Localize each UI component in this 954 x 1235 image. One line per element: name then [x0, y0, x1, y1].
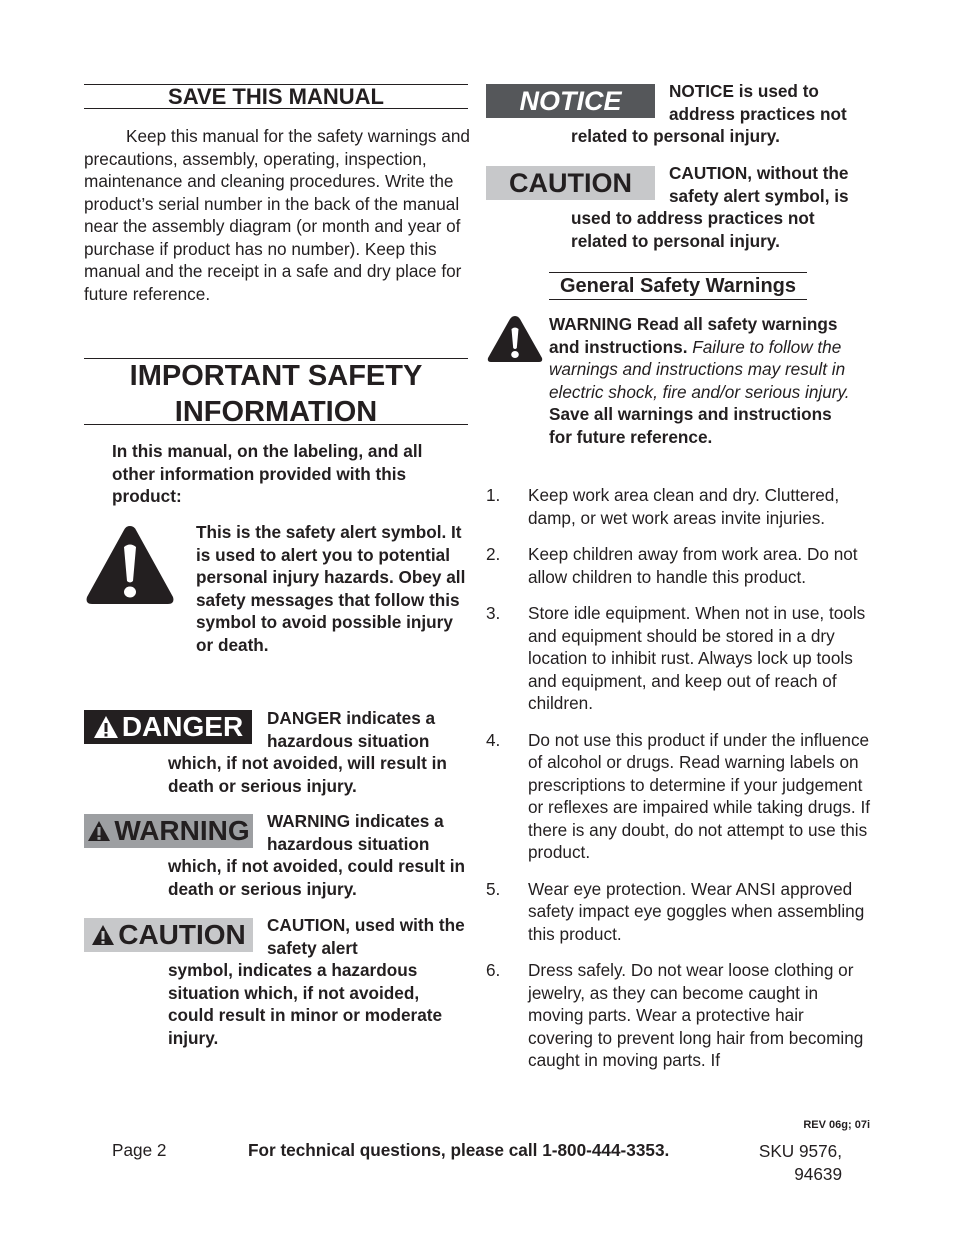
danger-text-right: DANGER indicates a hazardous situation	[267, 708, 436, 751]
list-item	[486, 878, 871, 946]
save-manual-body: Keep this manual for the safety warnings and precautions, assembly, operating, inspection, maintenance and cleaning procedures. Write the product’s serial number in the back of the manual near the assembly diagram (or month and year of purchase if product has no number). Keep this manual and the receipt in a safe and dry place for future reference.	[84, 126, 470, 304]
important-heading-line2: INFORMATION	[174, 396, 378, 428]
sku-number	[740, 1140, 842, 1185]
warning-text-below: which, if not avoided, could result in death or serious injury.	[168, 856, 465, 899]
important-heading-line1: IMPORTANT SAFETY	[129, 360, 423, 392]
save-manual-heading: SAVE THIS MANUAL	[168, 84, 384, 109]
list-item-text: Wear eye protection. Wear ANSI approved safety impact eye goggles when assembling this product.	[528, 878, 865, 944]
important-bottom-rule	[84, 424, 468, 425]
list-item-text: Keep work area clean and dry. Cluttered, damp, or wet work areas invite injuries.	[528, 485, 840, 528]
warning-text-right: WARNING indicates a hazardous situation	[267, 811, 444, 854]
warning-label-text: WARNING	[114, 815, 250, 846]
general-bottom-rule	[549, 299, 807, 300]
general-safety-list	[486, 484, 871, 1086]
technical-support-line: For technical questions, please call 1-800-444-3353.	[248, 1140, 670, 1160]
general-warning-text	[549, 313, 869, 448]
general-warning-bold: WARNING Read all safety warnings and instructions.	[549, 314, 838, 357]
general-warning-italic: Failure to follow the warnings and instructions may result in electric shock, fire and/or serious injury.	[549, 336, 850, 402]
list-item	[486, 729, 871, 864]
list-item	[486, 543, 871, 588]
warning-alert-icon	[87, 820, 111, 842]
general-save-all: Save all warnings and instructions for future reference.	[549, 404, 832, 447]
revision-code: REV 06g; 07i	[803, 1119, 870, 1131]
list-item-number: 5.	[486, 878, 501, 899]
general-safety-heading: General Safety Warnings	[560, 275, 796, 297]
list-item-number: 6.	[486, 960, 501, 980]
caution-text-below: symbol, indicates a hazardous situation which, if not avoided, could result in minor or moderate injury.	[168, 960, 443, 1048]
list-item-number: 4.	[486, 729, 501, 750]
list-item	[486, 602, 871, 715]
list-item-text: Store idle equipment. When not in use, tools and equipment should be stored in a dry location to inhibit rust. Always lock up tools and equipment, and keep out of reach of children.	[528, 603, 866, 713]
list-item-number: 3.	[486, 603, 501, 623]
caution-no-symbol-label-text: CAUTION	[509, 167, 632, 198]
list-item	[486, 959, 871, 1072]
danger-label-text: DANGER	[121, 711, 244, 742]
important-intro: In this manual, on the labeling, and all other information provided with this product:	[112, 441, 423, 506]
important-safety-heading	[84, 358, 468, 430]
page-number: Page 2	[112, 1140, 167, 1160]
notice-signal-label	[486, 84, 655, 118]
notice-text-right: NOTICE is used to address practices not	[669, 81, 847, 124]
sku-line2: 94639	[794, 1163, 842, 1184]
general-warning-icon	[486, 314, 544, 364]
caution-alert-icon	[91, 924, 115, 946]
sku-line1: SKU 9576,	[758, 1141, 842, 1161]
list-item-number: 1.	[486, 485, 501, 505]
list-item-text: Dress safely. Do not wear loose clothing or jewelry, as they can become caught in moving parts. Wear a protective hair covering to prevent long hair from becoming caught in moving parts. If	[528, 960, 864, 1070]
caution-no-symbol-text-below: used to address practices not related to personal injury.	[571, 208, 815, 251]
list-item-text: Do not use this product if under the influence of alcohol or drugs. Read warning labels on prescriptions to determine if your judgement or reflexes are impaired while taking drugs. If there is any doubt, do not attempt to use this product.	[528, 729, 870, 862]
caution-text-right: CAUTION, used with the safety alert	[267, 915, 465, 958]
warning-signal-label	[84, 814, 253, 848]
save-manual-bottom-rule	[84, 108, 468, 109]
danger-signal-label	[84, 710, 252, 744]
list-item-number: 2.	[486, 544, 501, 564]
caution-signal-label	[84, 918, 253, 952]
notice-label-text: NOTICE	[519, 85, 622, 116]
danger-alert-icon	[93, 715, 119, 739]
safety-alert-icon	[84, 523, 176, 607]
list-item	[486, 484, 871, 529]
caution-no-symbol-text-right: CAUTION, without the safety alert symbol, is	[669, 163, 849, 206]
notice-text-below: related to personal injury.	[571, 126, 780, 146]
caution-label-text: CAUTION	[118, 919, 246, 950]
danger-text-below: which, if not avoided, will result in death or serious injury.	[168, 753, 447, 796]
list-item-text: Keep children away from work area. Do not allow children to handle this product.	[528, 544, 858, 587]
caution-no-symbol-label	[486, 166, 655, 200]
safety-alert-description: This is the safety alert symbol. It is used to alert you to potential personal injury hazards. Obey all safety messages that follow this symbol to avoid possible injury or death.	[196, 522, 466, 655]
